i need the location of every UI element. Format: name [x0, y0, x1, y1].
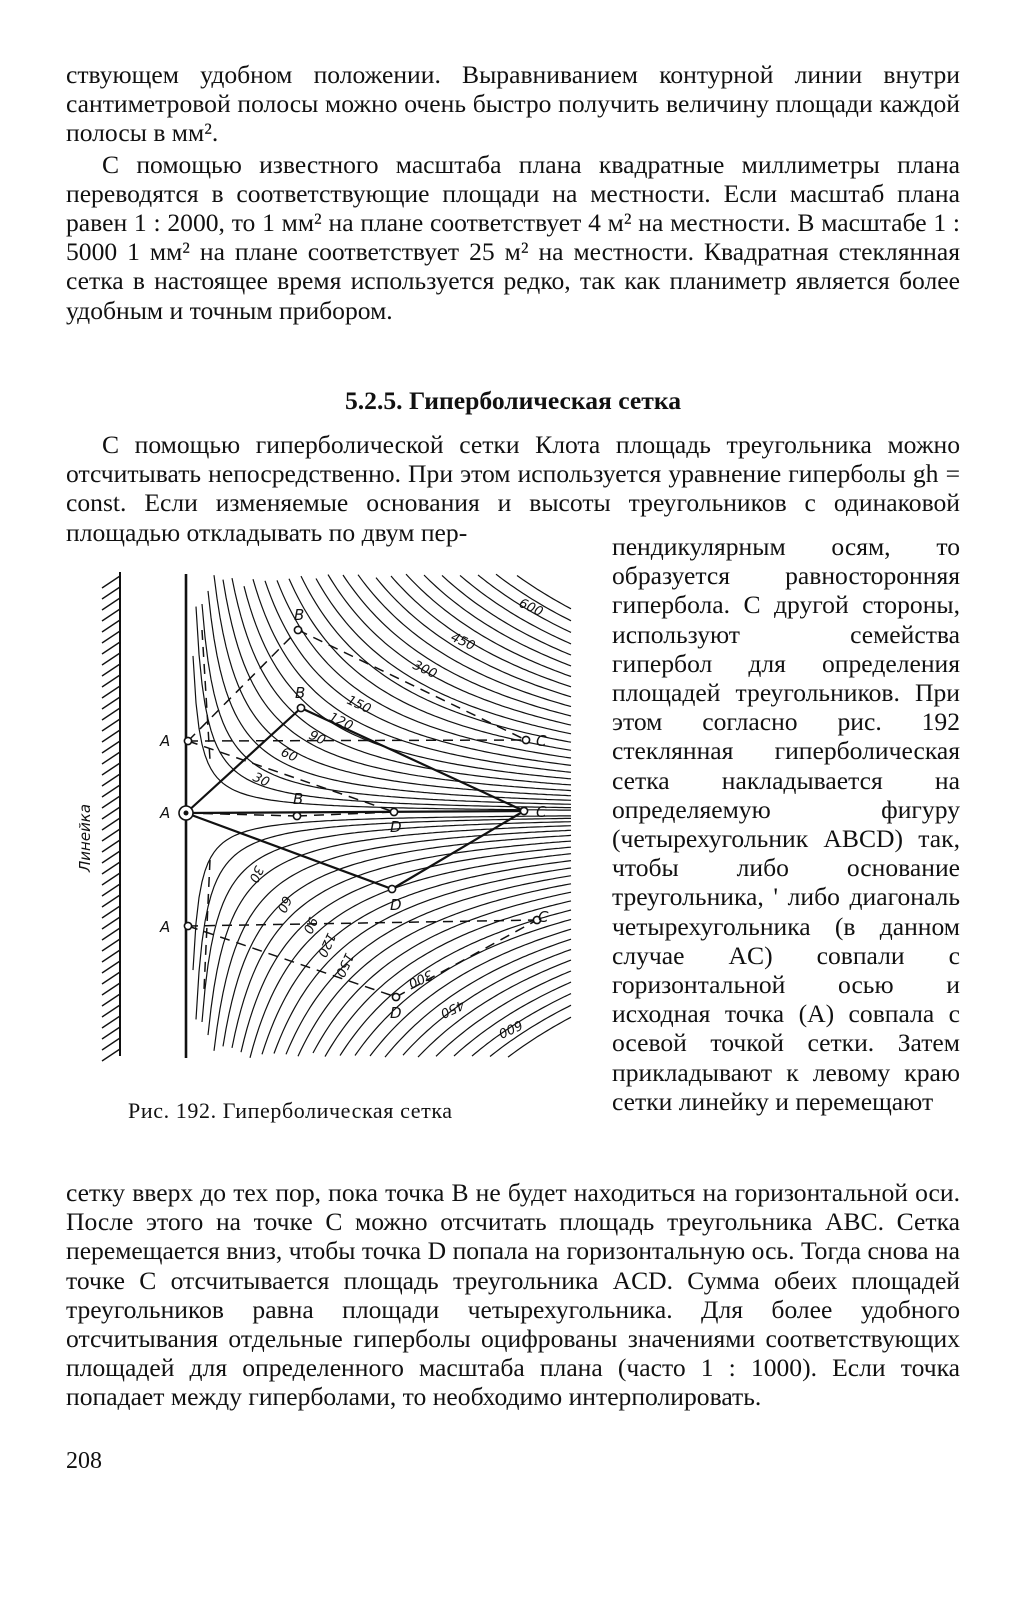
- ruler-hatch: [102, 829, 120, 841]
- point-origin-center: [184, 811, 189, 816]
- ruler-hatch: [102, 884, 120, 896]
- curve-label-upper: 600: [516, 596, 546, 621]
- hyperbola: [274, 868, 571, 1054]
- ruler-hatch: [102, 741, 120, 753]
- ruler-hatch: [102, 653, 120, 665]
- ruler-hatch: [102, 642, 120, 654]
- hyperbola: [424, 575, 571, 666]
- hyperbolic-grid-drawing: [60, 560, 580, 1070]
- ruler-hatch: [102, 983, 120, 995]
- ruler-hatch: [102, 818, 120, 830]
- paragraph-continued: ствующем удобном положении. Выравниванием контурной линии внутри сантиметровой полосы можно очень быстро получить величину площади каждой полосы в мм².: [66, 60, 960, 148]
- point-b3: [293, 812, 300, 819]
- point-c2: [520, 807, 527, 814]
- point-label: C: [536, 732, 547, 750]
- ruler-hatch: [102, 752, 120, 764]
- curve-label-upper: 300: [410, 658, 440, 683]
- ruler-hatch: [102, 840, 120, 852]
- ruler-hatch: [102, 994, 120, 1006]
- hyperbola: [325, 901, 571, 1057]
- ruler-label: Линейка: [76, 803, 94, 872]
- figure-caption: Рис. 192. Гиперболическая сетка: [128, 1098, 453, 1123]
- point-a2: [184, 922, 191, 929]
- point-label: D: [390, 818, 402, 836]
- ruler-hatch: [102, 708, 120, 720]
- text-block-top: [66, 60, 960, 325]
- ruler-hatch: [102, 598, 120, 610]
- ruler-hatch: [102, 1038, 120, 1050]
- figure-hyperbolic-grid: [60, 560, 580, 1070]
- curve-label-upper: 150: [344, 693, 374, 718]
- hyperbola: [454, 982, 571, 1056]
- ruler-hatch: [102, 851, 120, 863]
- hyperbola: [460, 575, 571, 644]
- hyperbola: [262, 861, 571, 1055]
- curve-label-upper: 120: [326, 710, 356, 735]
- curve-label-upper: 30: [250, 770, 272, 791]
- ruler-hatch: [102, 785, 120, 797]
- paragraph-scale: С помощью известного масштаба плана квадратные миллиметры плана переводятся в соответствующие площади на местности. Если масштаб плана равен 1 : 2000, то 1 мм² на плане соответствует 4 м² на местности. В масштабе 1 : 5000 1 мм² на плане соответствует 25 м² на местности. Квадратная стеклянная сетка в настоящее время используется редко, так как планиметр является более удобным и точным прибором.: [66, 149, 960, 325]
- ruler-hatch: [102, 719, 120, 731]
- ruler-hatch: [102, 664, 120, 676]
- point-label: C: [536, 803, 547, 821]
- curve-label-lower: 300: [405, 966, 435, 991]
- section-heading: 5.2.5. Гиперболическая сетка: [344, 386, 682, 415]
- point-c1: [522, 736, 529, 743]
- point-label: B: [294, 606, 305, 624]
- solid-edge: [186, 811, 524, 813]
- point-d1: [390, 808, 397, 815]
- hyperbola: [340, 910, 571, 1056]
- paragraph-intro: С помощью гиперболической сетки Клота площадь треугольника можно отсчитывать непосредственно. При этом используется уравнение гиперболы gh = const. Если изменяемые основания и высоты треугольников с одинаковой площадью откладывать по двум пер-: [66, 430, 960, 547]
- ruler-hatch: [102, 1016, 120, 1028]
- point-label: C: [538, 908, 549, 926]
- ruler-hatch: [102, 730, 120, 742]
- point-a1: [184, 737, 191, 744]
- ruler-hatching: [102, 572, 120, 1061]
- ruler-hatch: [102, 587, 120, 599]
- point-label: B: [293, 790, 304, 808]
- hyperbola: [403, 950, 571, 1056]
- ruler-hatch: [102, 807, 120, 819]
- curve-label-upper: 450: [448, 630, 478, 655]
- ruler-hatch: [102, 576, 120, 588]
- ruler-hatch: [102, 862, 120, 874]
- hyperbola: [223, 580, 571, 791]
- point-b1: [294, 626, 301, 633]
- curve-label-lower: 90: [299, 914, 320, 936]
- ruler-hatch: [102, 763, 120, 775]
- ruler-hatch: [102, 928, 120, 940]
- grid-edge-mask: [572, 560, 580, 1070]
- ruler-hatch: [102, 950, 120, 962]
- page-number: 208: [66, 1448, 102, 1474]
- paragraph-bottom: сетку вверх до тех пор, пока точка B не будет находиться на горизонтальной оси. После этого на точке C можно отсчитать площадь треугольника ABC. Сетка перемещается вниз, чтобы точка D попала на горизонтальную ось. Тогда снова на точке C отсчитывается площадь треугольника ACD. Сумма обеих площадей треугольников равна площади четырехугольника. Для более удобного отсчитывания отдельные гиперболы оцифрованы значениями соответствующих площадей для определенного масштаба плана (часто 1 : 1000). Если точка попадает между гиперболами, то необходимо интерполировать.: [66, 1178, 960, 1412]
- point-label: D: [390, 1004, 402, 1022]
- ruler-hatch: [102, 939, 120, 951]
- point-label: D: [390, 896, 402, 914]
- ruler-hatch: [102, 1005, 120, 1017]
- curve-label-lower: 150: [331, 950, 356, 980]
- curve-label-lower: 30: [245, 863, 266, 885]
- curve-label-lower: 600: [495, 1016, 525, 1041]
- curve-label-upper: 90: [306, 728, 328, 749]
- ruler-hatch: [102, 972, 120, 984]
- ruler-hatch: [102, 917, 120, 929]
- curve-label-upper: 60: [278, 745, 300, 766]
- ruler-hatch: [102, 873, 120, 885]
- point-label: B: [295, 684, 306, 702]
- ruler-hatch: [102, 796, 120, 808]
- hyperbola: [202, 822, 571, 1022]
- point-b2: [297, 704, 304, 711]
- ruler-hatch: [102, 686, 120, 698]
- ruler-hatch: [102, 631, 120, 643]
- hyperbola: [370, 929, 571, 1056]
- ruler-hatch: [102, 906, 120, 918]
- ruler-hatch: [102, 609, 120, 621]
- paragraph-column: пендикулярным осям, то образуется равносторонняя гипербола. С другой стороны, используют семейства гипербол для определения площадей треугольников. При этом согласно рис. 192 стеклянная гиперболическая сетка накладывается на определяемую фигуру (четырехугольник ABCD) так, чтобы либо основание треугольника, ' либо диагональ четырехугольника (в данном случае AC) совпали с горизонтальной осью и исходная точка (A) совпала с осевой точкой сетки. Затем прикладывают к левому краю сетки линейку и перемещают: [612, 532, 960, 1116]
- ruler-hatch: [102, 961, 120, 973]
- ruler-hatch: [102, 620, 120, 632]
- curve-label-lower: 450: [437, 996, 467, 1021]
- ruler-hatch: [102, 697, 120, 709]
- point-d2: [388, 885, 395, 892]
- point-label: A: [160, 918, 171, 936]
- hyperbola: [376, 578, 571, 697]
- curve-label-lower: 60: [273, 893, 294, 915]
- dashed-line: [188, 920, 537, 926]
- ruler-hatch: [102, 895, 120, 907]
- point-label: A: [160, 804, 171, 822]
- hyperbola: [385, 939, 571, 1057]
- curve-label-lower: 120: [313, 930, 338, 960]
- hyperbola: [196, 818, 571, 1019]
- ruler-hatch: [102, 1027, 120, 1039]
- ruler-hatch: [102, 675, 120, 687]
- point-d3: [392, 993, 399, 1000]
- ruler-hatch: [102, 774, 120, 786]
- ruler-hatch: [102, 1049, 120, 1061]
- point-label: A: [160, 732, 171, 750]
